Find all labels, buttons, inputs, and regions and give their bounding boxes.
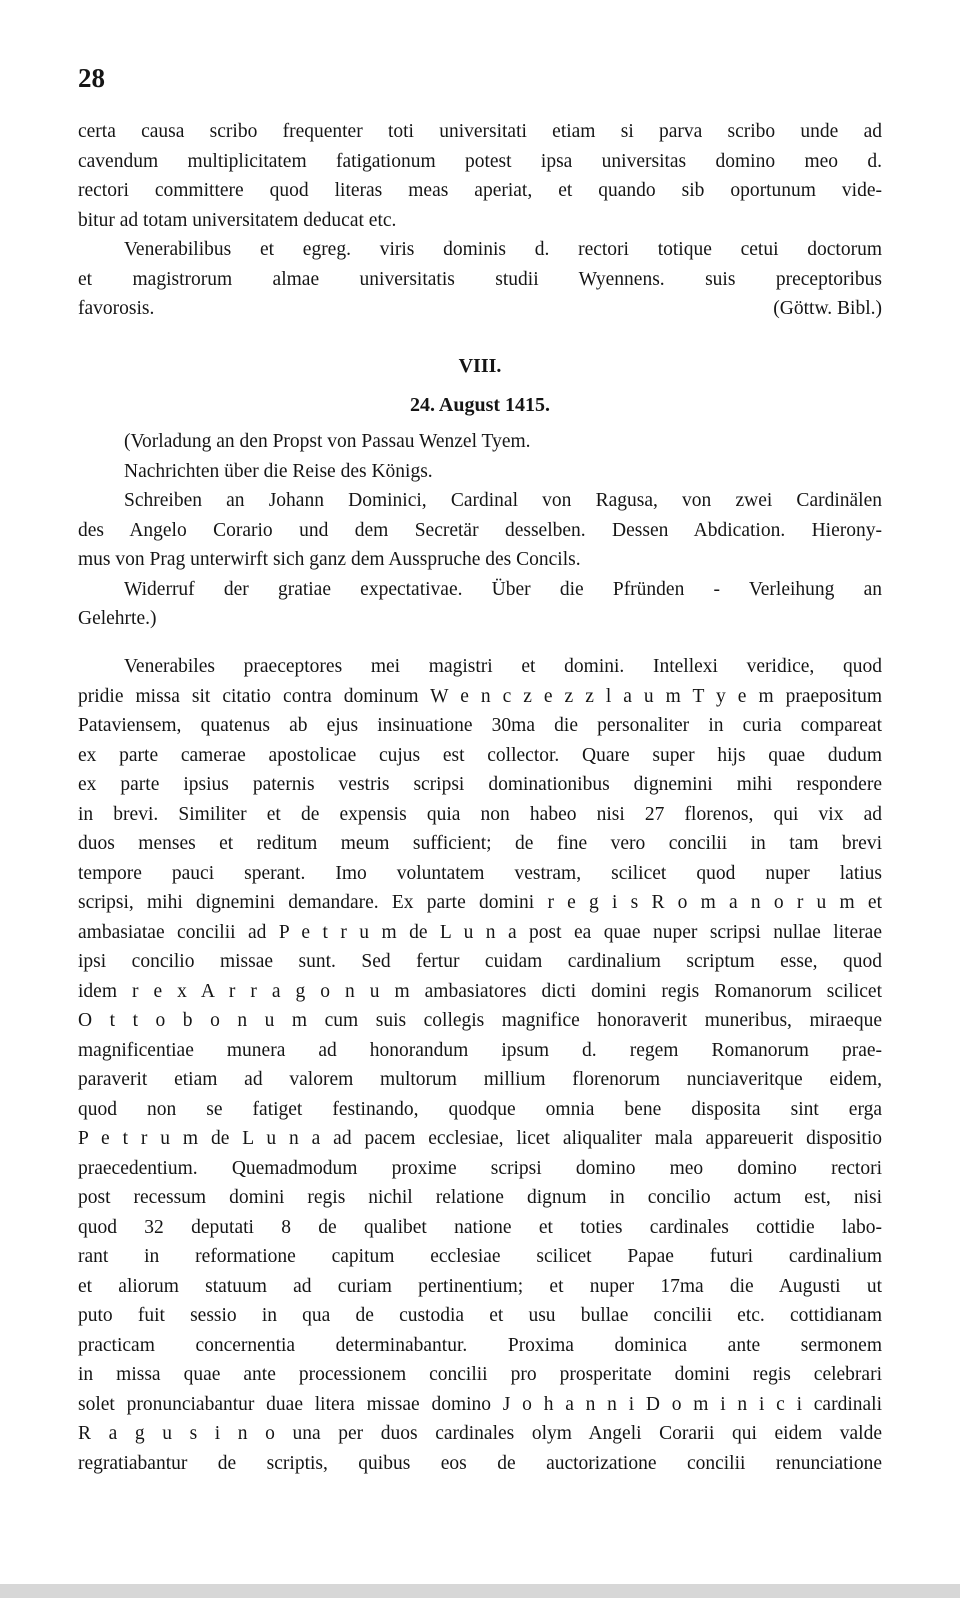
body-line: in missa quae ante processionem concilii pro prosperitate domini regis celebrari (78, 1364, 882, 1385)
body-line: Pataviensem, quatenus ab ejus insinuatione 30ma die personaliter in curia compareat (78, 715, 882, 736)
body-line: tempore pauci sperant. Imo voluntatem vestram, scilicet quod nuper latius (78, 862, 882, 884)
body-line: ex parte ipsius paternis vestris scripsi dominationibus dignemini mihi respondere (78, 774, 882, 795)
text-line: cavendum multiplicitatem fatigationum potest ipsa universitas domino meo d. (78, 150, 882, 172)
body-line: scripsi, mihi dignemini demandare. Ex parte domini r e g i s R o m a n o r u m et (78, 892, 882, 913)
summary-line: Nachrichten über die Reise des Königs. (124, 460, 433, 482)
letter-text-top (78, 117, 882, 324)
letter-summary (78, 427, 882, 634)
text-line: certa causa scribo frequenter toti universitati etiam si parva scribo unde ad (78, 121, 882, 142)
page-number: 28 (78, 63, 105, 93)
letter-number: VIII. (458, 355, 502, 377)
summary-line: Gelehrte.) (78, 608, 157, 629)
body-line: O t t o b o n u m cum suis collegis magnifice honoraverit muneribus, miraeque (78, 1010, 882, 1031)
summary-line: Widerruf der gratiae expectativae. Über die Pfründen - Verleihung an (124, 578, 882, 600)
text-line: bitur ad totam universitatem deducat etc. (78, 209, 397, 231)
body-line: praecedentium. Quemadmodum proxime scripsi domino meo domino rectori (78, 1157, 882, 1179)
body-line: quod 32 deputati 8 de qualibet natione et toties cardinales cottidie labo- (78, 1216, 882, 1238)
body-line: in brevi. Similiter et de expensis quia non habeo nisi 27 florenos, qui vix ad (78, 803, 882, 825)
body-line: Venerabiles praeceptores mei magistri et domini. Intellexi veridice, quod (124, 656, 882, 677)
letter-date: 24. August 1415. (409, 394, 551, 416)
body-line: quod non se fatiget festinando, quodque omnia bene disposita sint erga (78, 1098, 882, 1120)
source-reference: (Göttw. Bibl.) (773, 298, 882, 319)
body-line: magnificentiae munera ad honorandum ipsum d. regem Romanorum prae- (78, 1039, 882, 1061)
letter-body (78, 652, 882, 1478)
summary-line: mus von Prag unterwirft sich ganz dem Ausspruche des Concils. (78, 549, 581, 570)
body-line: ambasiatae concilii ad P e t r u m de L u n a post ea quae nuper scripsi nullae literae (78, 921, 882, 943)
summary-line: (Vorladung an den Propst von Passau Wenzel Tyem. (124, 431, 531, 452)
body-line: et aliorum statuum ad curiam pertinentium; et nuper 17ma die Augusti ut (78, 1275, 882, 1297)
body-line: puto fuit sessio in qua de custodia et usu bullae concilii etc. cottidianam (78, 1305, 882, 1326)
body-line: duos menses et reditum meum sufficient; de fine vero concilii in tam brevi (78, 833, 882, 854)
summary-line: des Angelo Corario und dem Secretär desselben. Dessen Abdication. Hierony- (78, 519, 882, 541)
address-line: Venerabilibus et egreg. viris dominis d. rectori totique cetui doctorum (124, 239, 882, 260)
summary-line: Schreiben an Johann Dominici, Cardinal von Ragusa, von zwei Cardinälen (124, 490, 882, 511)
body-line: P e t r u m de L u n a ad pacem ecclesiae, licet aliqualiter mala appareuerit dispositio (78, 1128, 882, 1149)
body-line: solet pronunciabantur duae litera missae domino J o h a n n i D o m i n i c i cardinali (78, 1393, 882, 1415)
body-line: pridie missa sit citatio contra dominum W e n c z e z z l a u m T y e m praepositum (78, 685, 882, 707)
address-closing-line (78, 294, 882, 324)
address-line: et magistrorum almae universitatis studii Wyennens. suis preceptoribus (78, 268, 882, 290)
body-line: practicam concernentia determinabantur. Proxima dominica ante sermonem (78, 1334, 882, 1356)
body-line: idem r e x A r r a g o n u m ambasiatores dicti domini regis Romanorum scilicet (78, 980, 882, 1002)
address-last-line: favorosis. (78, 298, 155, 319)
body-line: post recessum domini regis nichil relatione dignum in concilio actum est, nisi (78, 1187, 882, 1208)
body-line: R a g u s i n o una per duos cardinales olym Angeli Corarii qui eidem valde (78, 1423, 882, 1444)
text-line: rectori committere quod literas meas aperiat, et quando sib oportunum vide- (78, 180, 882, 201)
body-line: paraverit etiam ad valorem multorum millium florenorum nunciaveritque eidem, (78, 1069, 882, 1090)
body-line: regratiabantur de scriptis, quibus eos de auctorizatione concilii renunciatione (78, 1452, 882, 1474)
body-line: rant in reformatione capitum ecclesiae scilicet Papae futuri cardinalium (78, 1246, 882, 1267)
body-line: ex parte camerae apostolicae cujus est collector. Quare super hijs quae dudum (78, 744, 882, 766)
scan-bottom-edge (0, 1584, 960, 1598)
body-line: ipsi concilio missae sunt. Sed fertur cuidam cardinalium scriptum esse, quod (78, 951, 882, 972)
